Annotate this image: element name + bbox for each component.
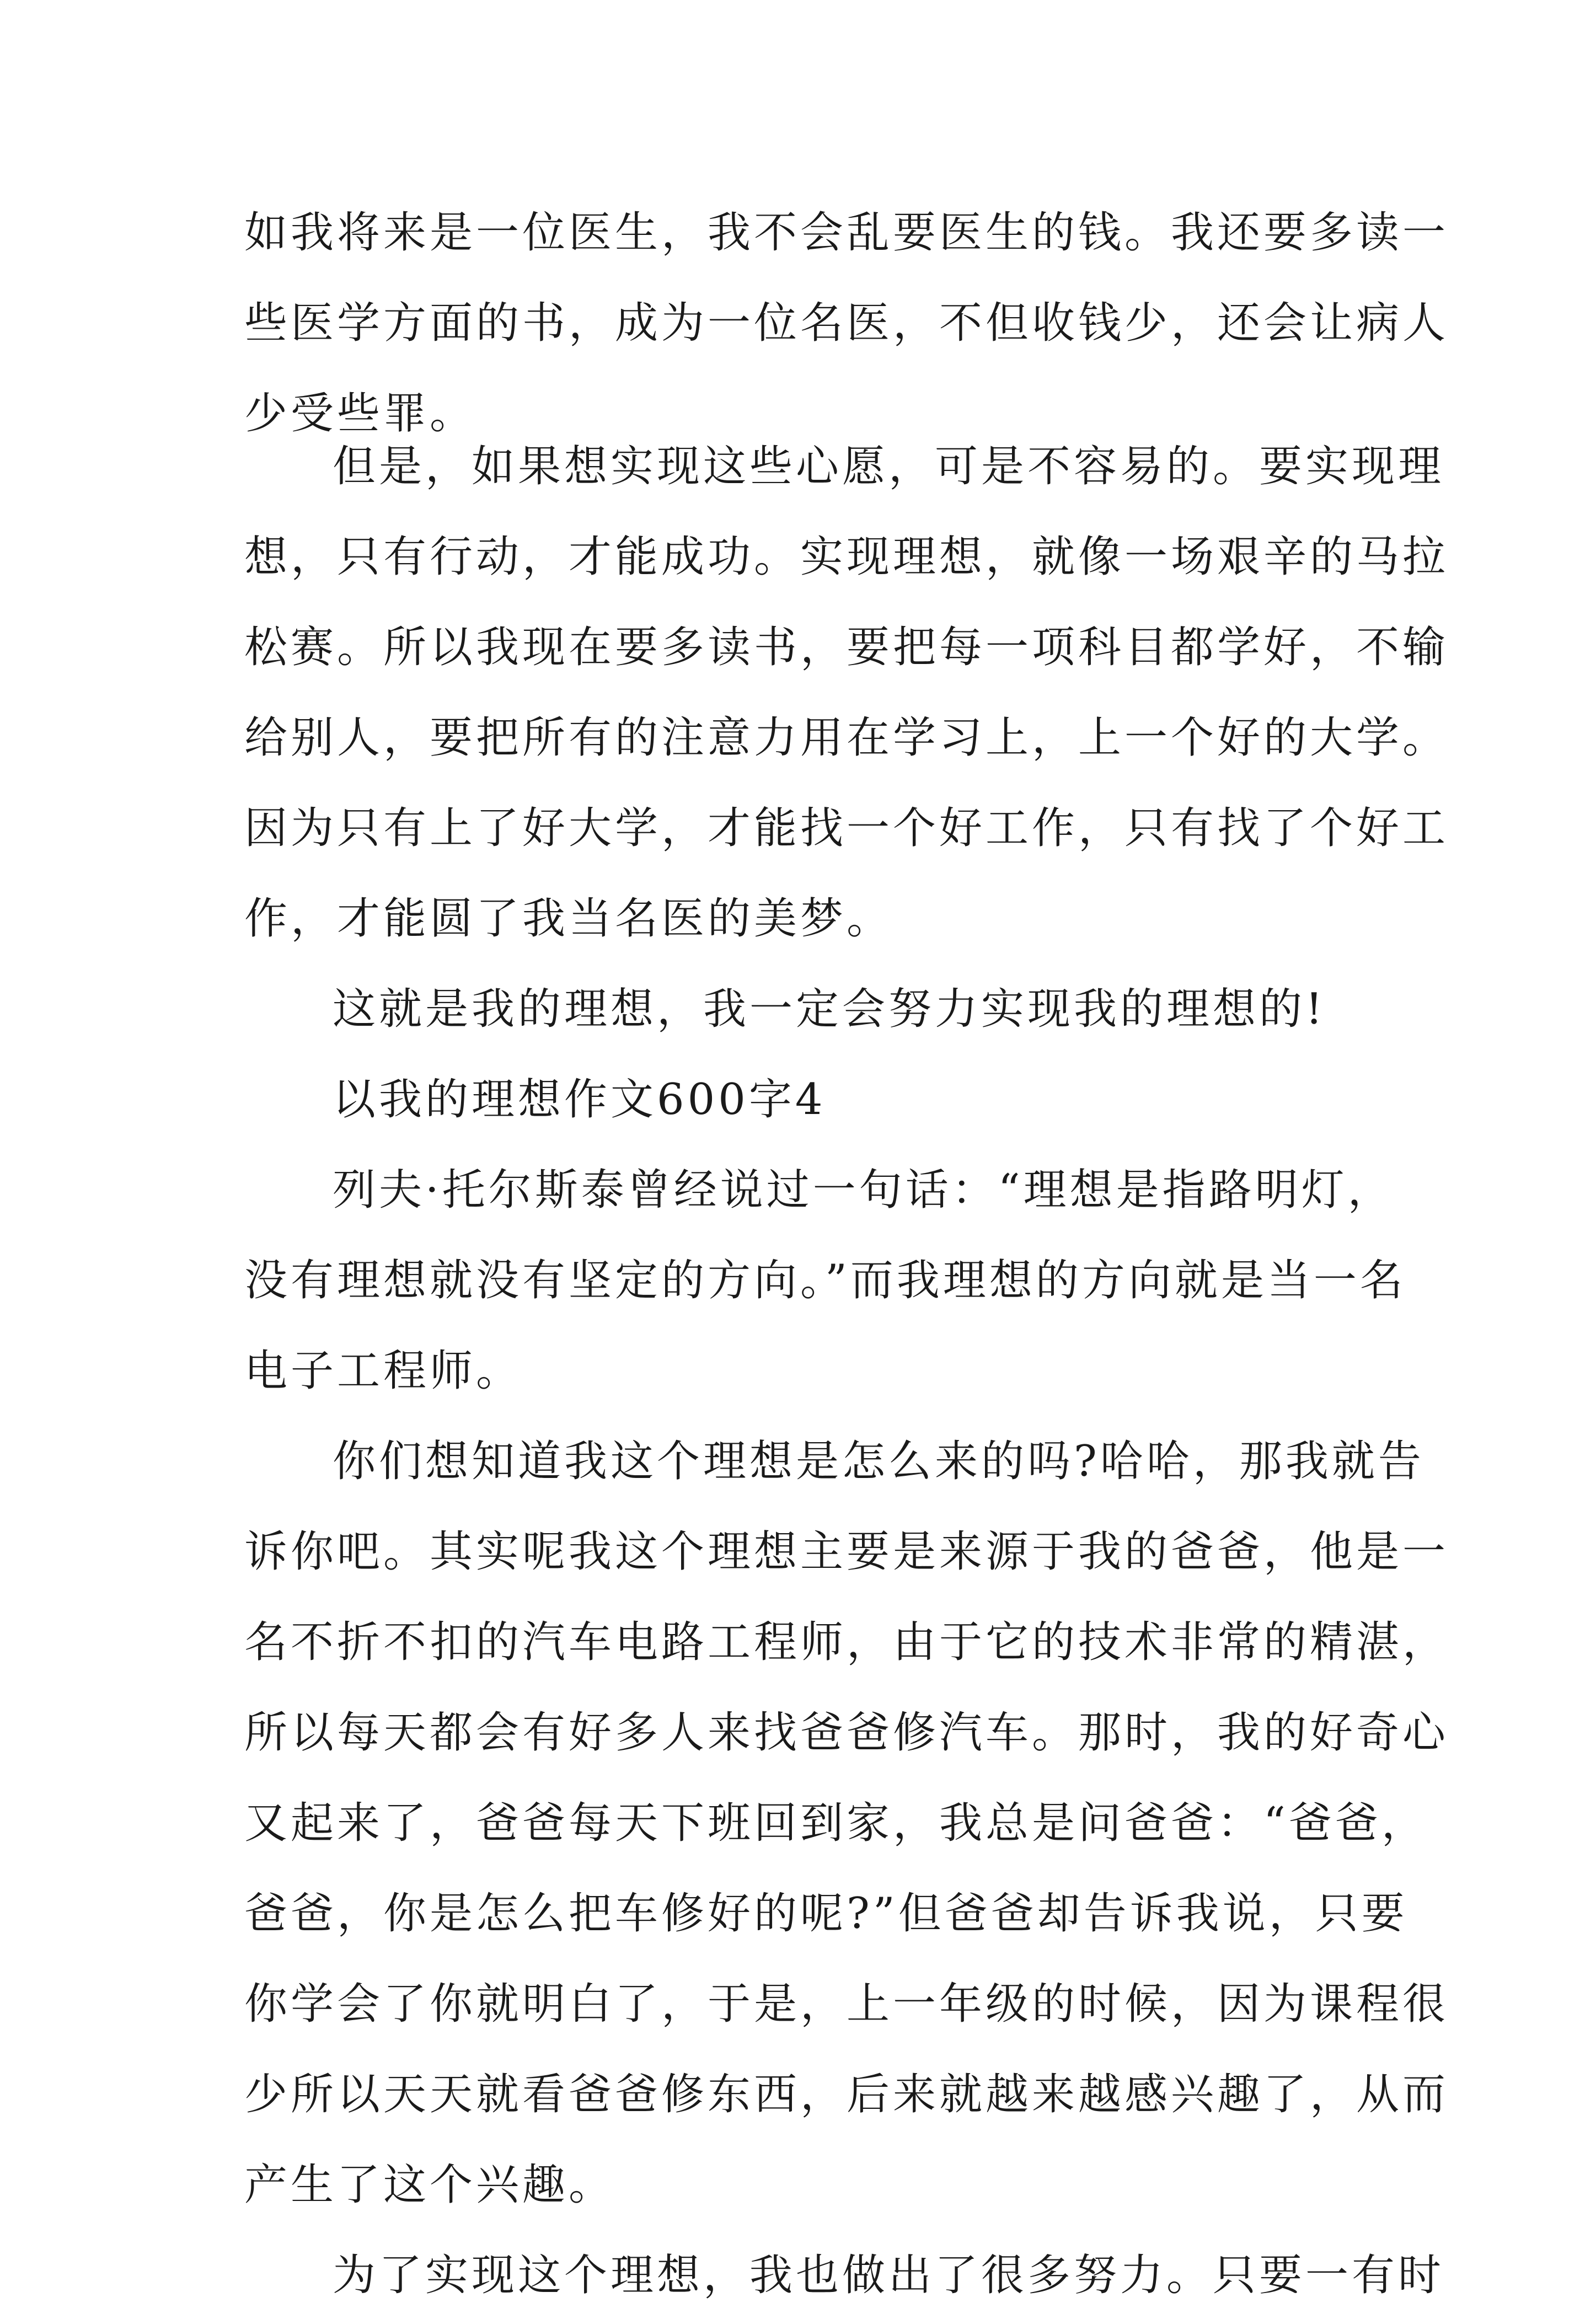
text-line: 产生了这个兴趣。: [244, 2160, 615, 2210]
text-line: 少所以天天就看爸爸修东西，后来就越来越感兴趣了，从而: [244, 2070, 1449, 2119]
text-line: 但是，如果想实现这些心愿，可是不容易的。要实现理: [333, 442, 1445, 491]
text-line: 名不折不扣的汽车电路工程师，由于它的技术非常的精湛，: [244, 1618, 1449, 1667]
text-line: 如我将来是一位医生，我不会乱要医生的钱。我还要多读一: [244, 208, 1449, 258]
text-line: 诉你吧。其实呢我这个理想主要是来源于我的爸爸，他是一: [244, 1527, 1449, 1577]
text-line: 所以每天都会有好多人来找爸爸修汽车。那时，我的好奇心: [244, 1708, 1449, 1758]
text-line: 又起来了，爸爸每天下班回到家，我总是问爸爸：“爸爸，: [244, 1798, 1428, 1848]
text-line: 给别人，要把所有的注意力用在学习上，上一个好的大学。: [244, 713, 1449, 763]
text-line: 想，只有行动，才能成功。实现理想，就像一场艰辛的马拉: [244, 532, 1449, 582]
text-line: 少受些罪。: [244, 389, 476, 438]
text-line: 松赛。所以我现在要多读书，要把每一项科目都学好，不输: [244, 623, 1449, 672]
text-line: 没有理想就没有坚定的方向。”而我理想的方向就是当一名: [244, 1256, 1406, 1305]
text-line: 爸爸，你是怎么把车修好的呢?”但爸爸却告诉我说，只要: [244, 1889, 1408, 1938]
text-line: 因为只有上了好大学，才能找一个好工作，只有找了个好工: [244, 804, 1449, 853]
text-line: 列夫·托尔斯泰曾经说过一句话：“理想是指路明灯，: [333, 1165, 1394, 1215]
text-line: 你们想知道我这个理想是怎么来的吗?哈哈，那我就告: [333, 1437, 1424, 1486]
text-line: 为了实现这个理想，我也做出了很多努力。只要一有时: [333, 2251, 1445, 2300]
text-line: 你学会了你就明白了，于是，上一年级的时候，因为课程很: [244, 1979, 1449, 2029]
text-line: 作，才能圆了我当名医的美梦。: [244, 894, 893, 944]
section-heading: 以我的理想作文600字4: [333, 1075, 826, 1124]
text-line: 电子工程师。: [244, 1346, 523, 1396]
text-line: 些医学方面的书，成为一位名医，不但收钱少，还会让病人: [244, 298, 1449, 348]
text-line: 这就是我的理想，我一定会努力实现我的理想的!: [333, 984, 1326, 1034]
